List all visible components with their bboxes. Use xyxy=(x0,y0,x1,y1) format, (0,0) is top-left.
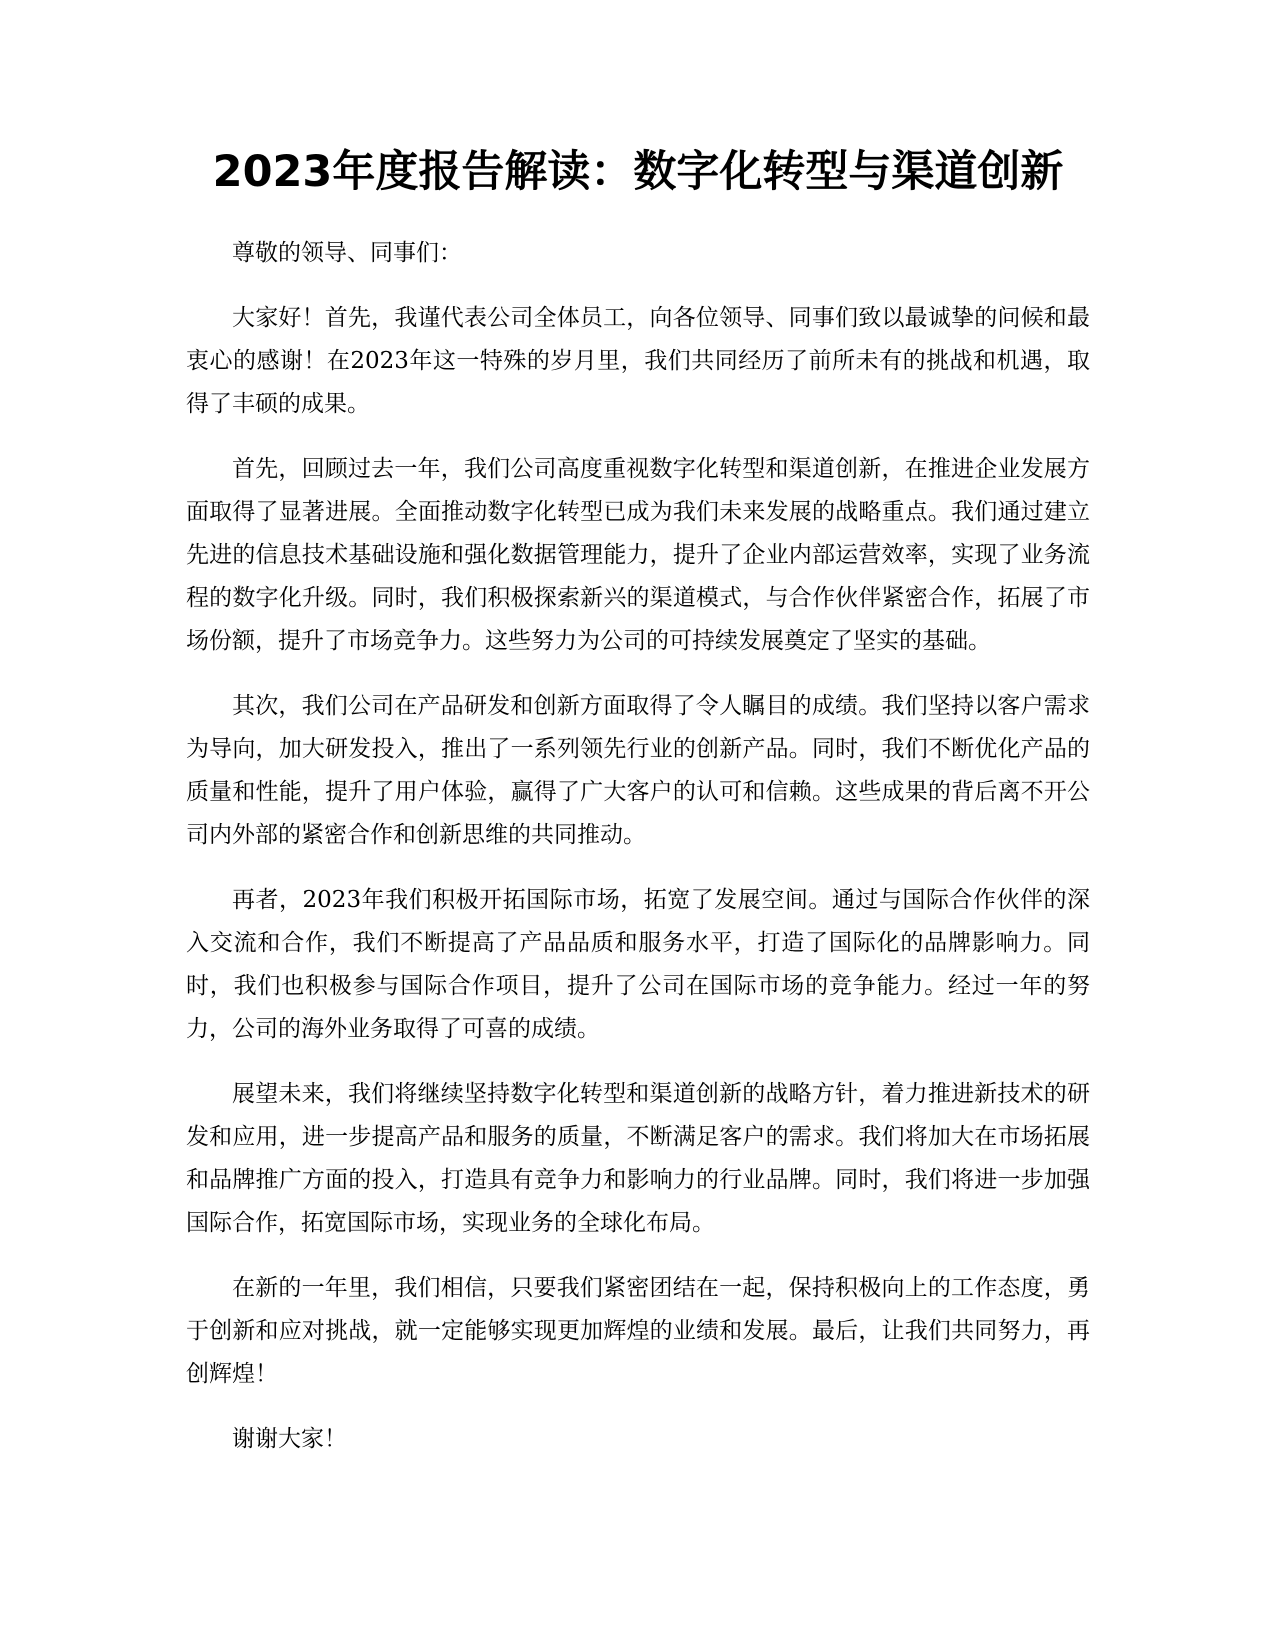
thanks-paragraph: 谢谢大家！ xyxy=(232,1426,347,1452)
document-title: 2023年度报告解读：数字化转型与渠道创新 xyxy=(212,147,1064,197)
document-page xyxy=(186,142,1090,1483)
digital-transformation-paragraph: 首先，回顾过去一年，我们公司高度重视数字化转型和渠道创新，在推进企业发展方面取得了显著进展。全面推动数字化转型已成为我们未来发展的战略重点。我们通过建立先进的信息技术基础设施和强化数据管理能力，提升了企业内部运营效率，实现了业务流程的数字化升级。同时，我们积极探索新兴的渠道模式，与合作伙伴紧密合作，拓展了市场份额，提升了市场竞争力。这些努力为公司的可持续发展奠定了坚实的基础。 xyxy=(186,456,1090,654)
greeting-paragraph: 大家好！首先，我谨代表公司全体员工，向各位领导、同事们致以最诚挚的问候和最衷心的感谢！在2023年这一特殊的岁月里，我们共同经历了前所未有的挑战和机遇，取得了丰硕的成果。 xyxy=(186,305,1090,417)
product-innovation-paragraph: 其次，我们公司在产品研发和创新方面取得了令人瞩目的成绩。我们坚持以客户需求为导向，加大研发投入，推出了一系列领先行业的创新产品。同时，我们不断优化产品的质量和性能，提升了用户体验，赢得了广大客户的认可和信赖。这些成果的背后离不开公司内外部的紧密合作和创新思维的共同推动。 xyxy=(186,693,1090,848)
salutation-paragraph: 尊敬的领导、同事们： xyxy=(232,240,462,266)
outlook-paragraph: 展望未来，我们将继续坚持数字化转型和渠道创新的战略方针，着力推进新技术的研发和应用，进一步提高产品和服务的质量，不断满足客户的需求。我们将加大在市场拓展和品牌推广方面的投入，打造具有竞争力和影响力的行业品牌。同时，我们将进一步加强国际合作，拓宽国际市场，实现业务的全球化布局。 xyxy=(186,1081,1090,1236)
international-market-paragraph: 再者，2023年我们积极开拓国际市场，拓宽了发展空间。通过与国际合作伙伴的深入交流和合作，我们不断提高了产品品质和服务水平，打造了国际化的品牌影响力。同时，我们也积极参与国际合作项目，提升了公司在国际市场的竞争能力。经过一年的努力，公司的海外业务取得了可喜的成绩。 xyxy=(186,887,1090,1042)
closing-paragraph: 在新的一年里，我们相信，只要我们紧密团结在一起，保持积极向上的工作态度，勇于创新和应对挑战，就一定能够实现更加辉煌的业绩和发展。最后，让我们共同努力，再创辉煌！ xyxy=(186,1275,1090,1387)
